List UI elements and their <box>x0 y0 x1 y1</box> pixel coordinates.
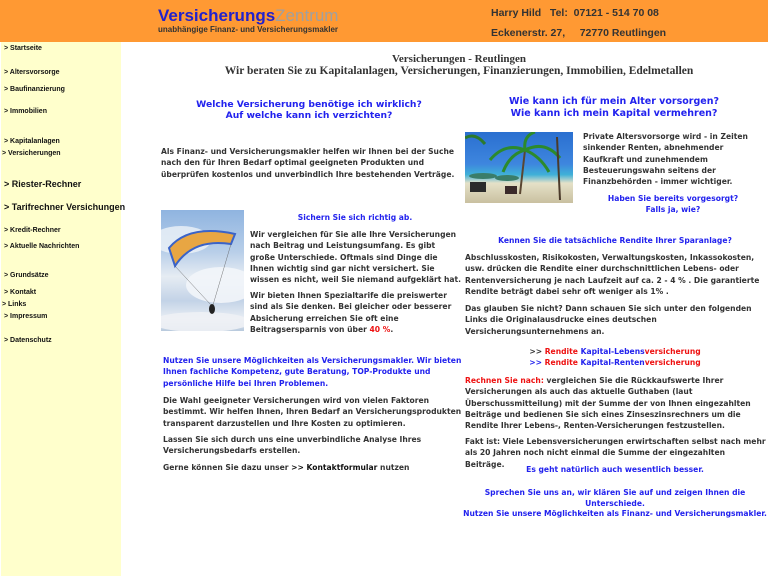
link-word-rendite: Rendite <box>544 358 581 368</box>
left-para2 <box>250 290 462 335</box>
right-question-line1: Wie kann ich für mein Alter vorsorgen? <box>509 96 719 107</box>
right-intro: Private Altersvorsorge wird - in Zeiten sinkender Renten, abnehmender Kaufkraft und zunehmendem Besteuerungswahn seitens der Finanzbehörden - immer wichtiger. <box>583 132 748 187</box>
right-ask <box>583 193 763 216</box>
left-para2-text: Wir bieten Ihnen Spezialtarife die preiswerter sind als Sie denken. Bei gleicher oder besserer Absicherung erreichen Sie oft eine Beitragsersparnis von über <box>250 291 452 334</box>
left-para4: Lassen Sie sich durch uns eine unverbindliche Analyse Ihres Versicherungsbedarfs erstellen. <box>163 435 422 456</box>
sidebar-item-nachrichten[interactable]: > Aktuelle Nachrichten <box>4 243 80 250</box>
right-question <box>465 96 763 119</box>
secure-heading: Sichern Sie sich richtig ab. <box>297 213 413 222</box>
sidebar-item-grundsaetze[interactable]: > Grundsätze <box>4 272 49 279</box>
palm-beach-icon <box>465 132 573 203</box>
paraglider-icon <box>161 210 244 331</box>
left-para1: Wir vergleichen für Sie alle Ihre Versicherungen nach Beitrag und Leistungsumfang. Es gibt große Unterschiede. Oftmals sind Dinge die Ihnen wichtig sind gar nicht versichert. Sie wissen es nicht, weil Sie niemand aufgeklärt hat. <box>250 230 462 285</box>
sidebar-item-altersvorsorge[interactable]: > Altersvorsorge <box>4 69 60 76</box>
left-para5-text: Gerne können Sie dazu unser <box>163 463 292 472</box>
contact-name-phone: Harry Hild Tel: 07121 - 514 70 08 <box>491 7 659 19</box>
sidebar-item-datenschutz[interactable]: > Datenschutz <box>4 337 52 344</box>
rendite-link-lebens[interactable] <box>465 346 765 357</box>
sidebar-item-riester-rechner[interactable]: > Riester-Rechner <box>4 179 82 189</box>
tagline: unabhängige Finanz- und Versicherungsmakler <box>158 25 339 34</box>
left-question-line2: Auf welche kann ich verzichten? <box>225 110 393 121</box>
left-question <box>160 99 458 121</box>
contact-form-link[interactable]: >> Kontaktformular <box>291 463 378 472</box>
sidebar-item-kredit-rechner[interactable]: > Kredit-Rechner <box>4 227 61 234</box>
beach-image <box>465 132 573 203</box>
right-question-line2: Wie kann ich mein Kapital vermehren? <box>510 107 718 119</box>
sidebar-item-links[interactable]: > Links <box>2 301 27 308</box>
sidebar-item-impressum[interactable]: > Impressum <box>4 313 48 320</box>
contact-address: Eckenerstr. 27, 72770 Reutlingen <box>491 27 667 39</box>
logo-part1: Versicherungs <box>158 6 276 25</box>
left-intro: Als Finanz- und Versicherungsmakler helfen wir Ihnen bei der Suche nach den für Ihren Bedarf optimal geeigneten Produkten und überprüfen kostenlos und unverbindlich Ihre bestehenden Verträge. <box>161 147 455 179</box>
sidebar-item-immobilien[interactable]: > Immobilien <box>4 108 47 115</box>
calc-label: Rechnen Sie nach: <box>465 376 544 385</box>
speak-note: Sprechen Sie uns an, wir klären Sie auf und zeigen Ihnen die Unterschiede. <box>484 488 746 509</box>
better-note: Es geht natürlich auch wesentlich besser. <box>526 465 704 474</box>
link-word-versicherung: versicherung <box>644 347 701 356</box>
left-para2-end: . <box>390 324 394 334</box>
link-word-rendite: Rendite <box>544 347 581 356</box>
calc-text: vergleichen Sie die Rückkaufswerte Ihrer Versicherungen als auch das aktuelle Guthaben (laut Überschussmitteilung) mit der Summe der von Ihnen eingezahlten Beiträge und bedienen Sie sich eines Zinseszinsrechners um die Rendite Ihrer Lebens-, Renten-Versicherungen festzustellen. <box>465 376 751 431</box>
use-note: Nutzen Sie unsere Möglichkeiten als Finanz- und Versicherungsmakler. <box>463 509 767 518</box>
sidebar-nav <box>1 42 126 576</box>
right-fact: Fakt ist: Viele Lebensversicherungen erwirtschaften selbst nach mehr als 20 Jahren noch nicht einmal die Summe der eingezahlten Beiträge. <box>465 437 766 469</box>
left-para5 <box>163 462 463 473</box>
right-para2: Das glauben Sie nicht? Dann schauen Sie sich unter den folgenden Links die Originalausdrucke eines deutschen Versicherungsunternehmens an. <box>465 304 752 336</box>
link-word-versicherung: versicherung <box>644 358 701 368</box>
site-logo[interactable] <box>158 7 338 25</box>
page-subtitle: Wir beraten Sie zu Kapitalanlagen, Versicherungen, Finanzierungen, Immobilien, Edelmetallen <box>224 65 694 77</box>
sidebar-item-tarifrechner[interactable]: > Tarifrechner Versichungen <box>4 202 126 212</box>
sidebar-item-baufinanzierung[interactable]: > Baufinanzierung <box>4 86 65 93</box>
logo-part2: Zentrum <box>275 6 339 25</box>
rendite-heading: Kennen Sie die tatsächliche Rendite Ihrer Sparanlage? <box>498 236 732 245</box>
sidebar-item-versicherungen[interactable]: > Versicherungen <box>2 150 61 157</box>
site-header <box>0 0 768 42</box>
link-word-kapital: Kapital-Lebens <box>580 347 645 356</box>
rendite-links <box>465 346 765 369</box>
link-prefix: >> <box>529 347 545 356</box>
page-title: Versicherungen - Reutlingen <box>391 53 527 65</box>
left-blue-block: Nutzen Sie unsere Möglichkeiten als Versicherungsmakler. Wir bieten Ihnen fachliche Kompetenz, gute Beratung, TOP-Produkte und persönliche Hilfe bei Ihren Problemen. <box>163 356 462 388</box>
left-para5-end: nutzen <box>377 463 410 472</box>
left-para3: Die Wahl geeigneter Versicherungen wird von vielen Faktoren bestimmt. Wir helfen Ihnen, Ihren Bedarf an Versicherungsprodukten transparent darzustellen und Ihre Kosten zu optimieren. <box>163 396 462 428</box>
sidebar-item-kontakt[interactable]: > Kontakt <box>4 289 37 296</box>
link-word-kapital: Kapital-Renten <box>580 358 645 368</box>
right-ask-line1: Haben Sie bereits vorgesorgt? <box>607 194 739 203</box>
link-prefix: >> <box>529 358 545 368</box>
right-calc <box>465 375 767 431</box>
right-para1: Abschlusskosten, Risikokosten, Verwaltungskosten, Inkassokosten, usw. drücken die Rendite einer durchschnittlichen Lebens- oder Rentenversicherung je nach Laufzeit auf ca. 2 - 4 % . Die garantierte Rendite beträgt dabei sehr oft weniger als 1% . <box>465 253 760 296</box>
paraglider-image <box>161 210 244 331</box>
sidebar-item-kapitalanlagen[interactable]: > Kapitalanlagen <box>4 138 60 145</box>
savings-highlight: 40 % <box>369 324 391 334</box>
rendite-link-renten[interactable] <box>465 357 765 368</box>
right-ask-line2: Falls ja, wie? <box>645 205 701 215</box>
left-question-line1: Welche Versicherung benötige ich wirklich? <box>196 99 422 110</box>
sidebar-item-startseite[interactable]: > Startseite <box>4 45 42 52</box>
